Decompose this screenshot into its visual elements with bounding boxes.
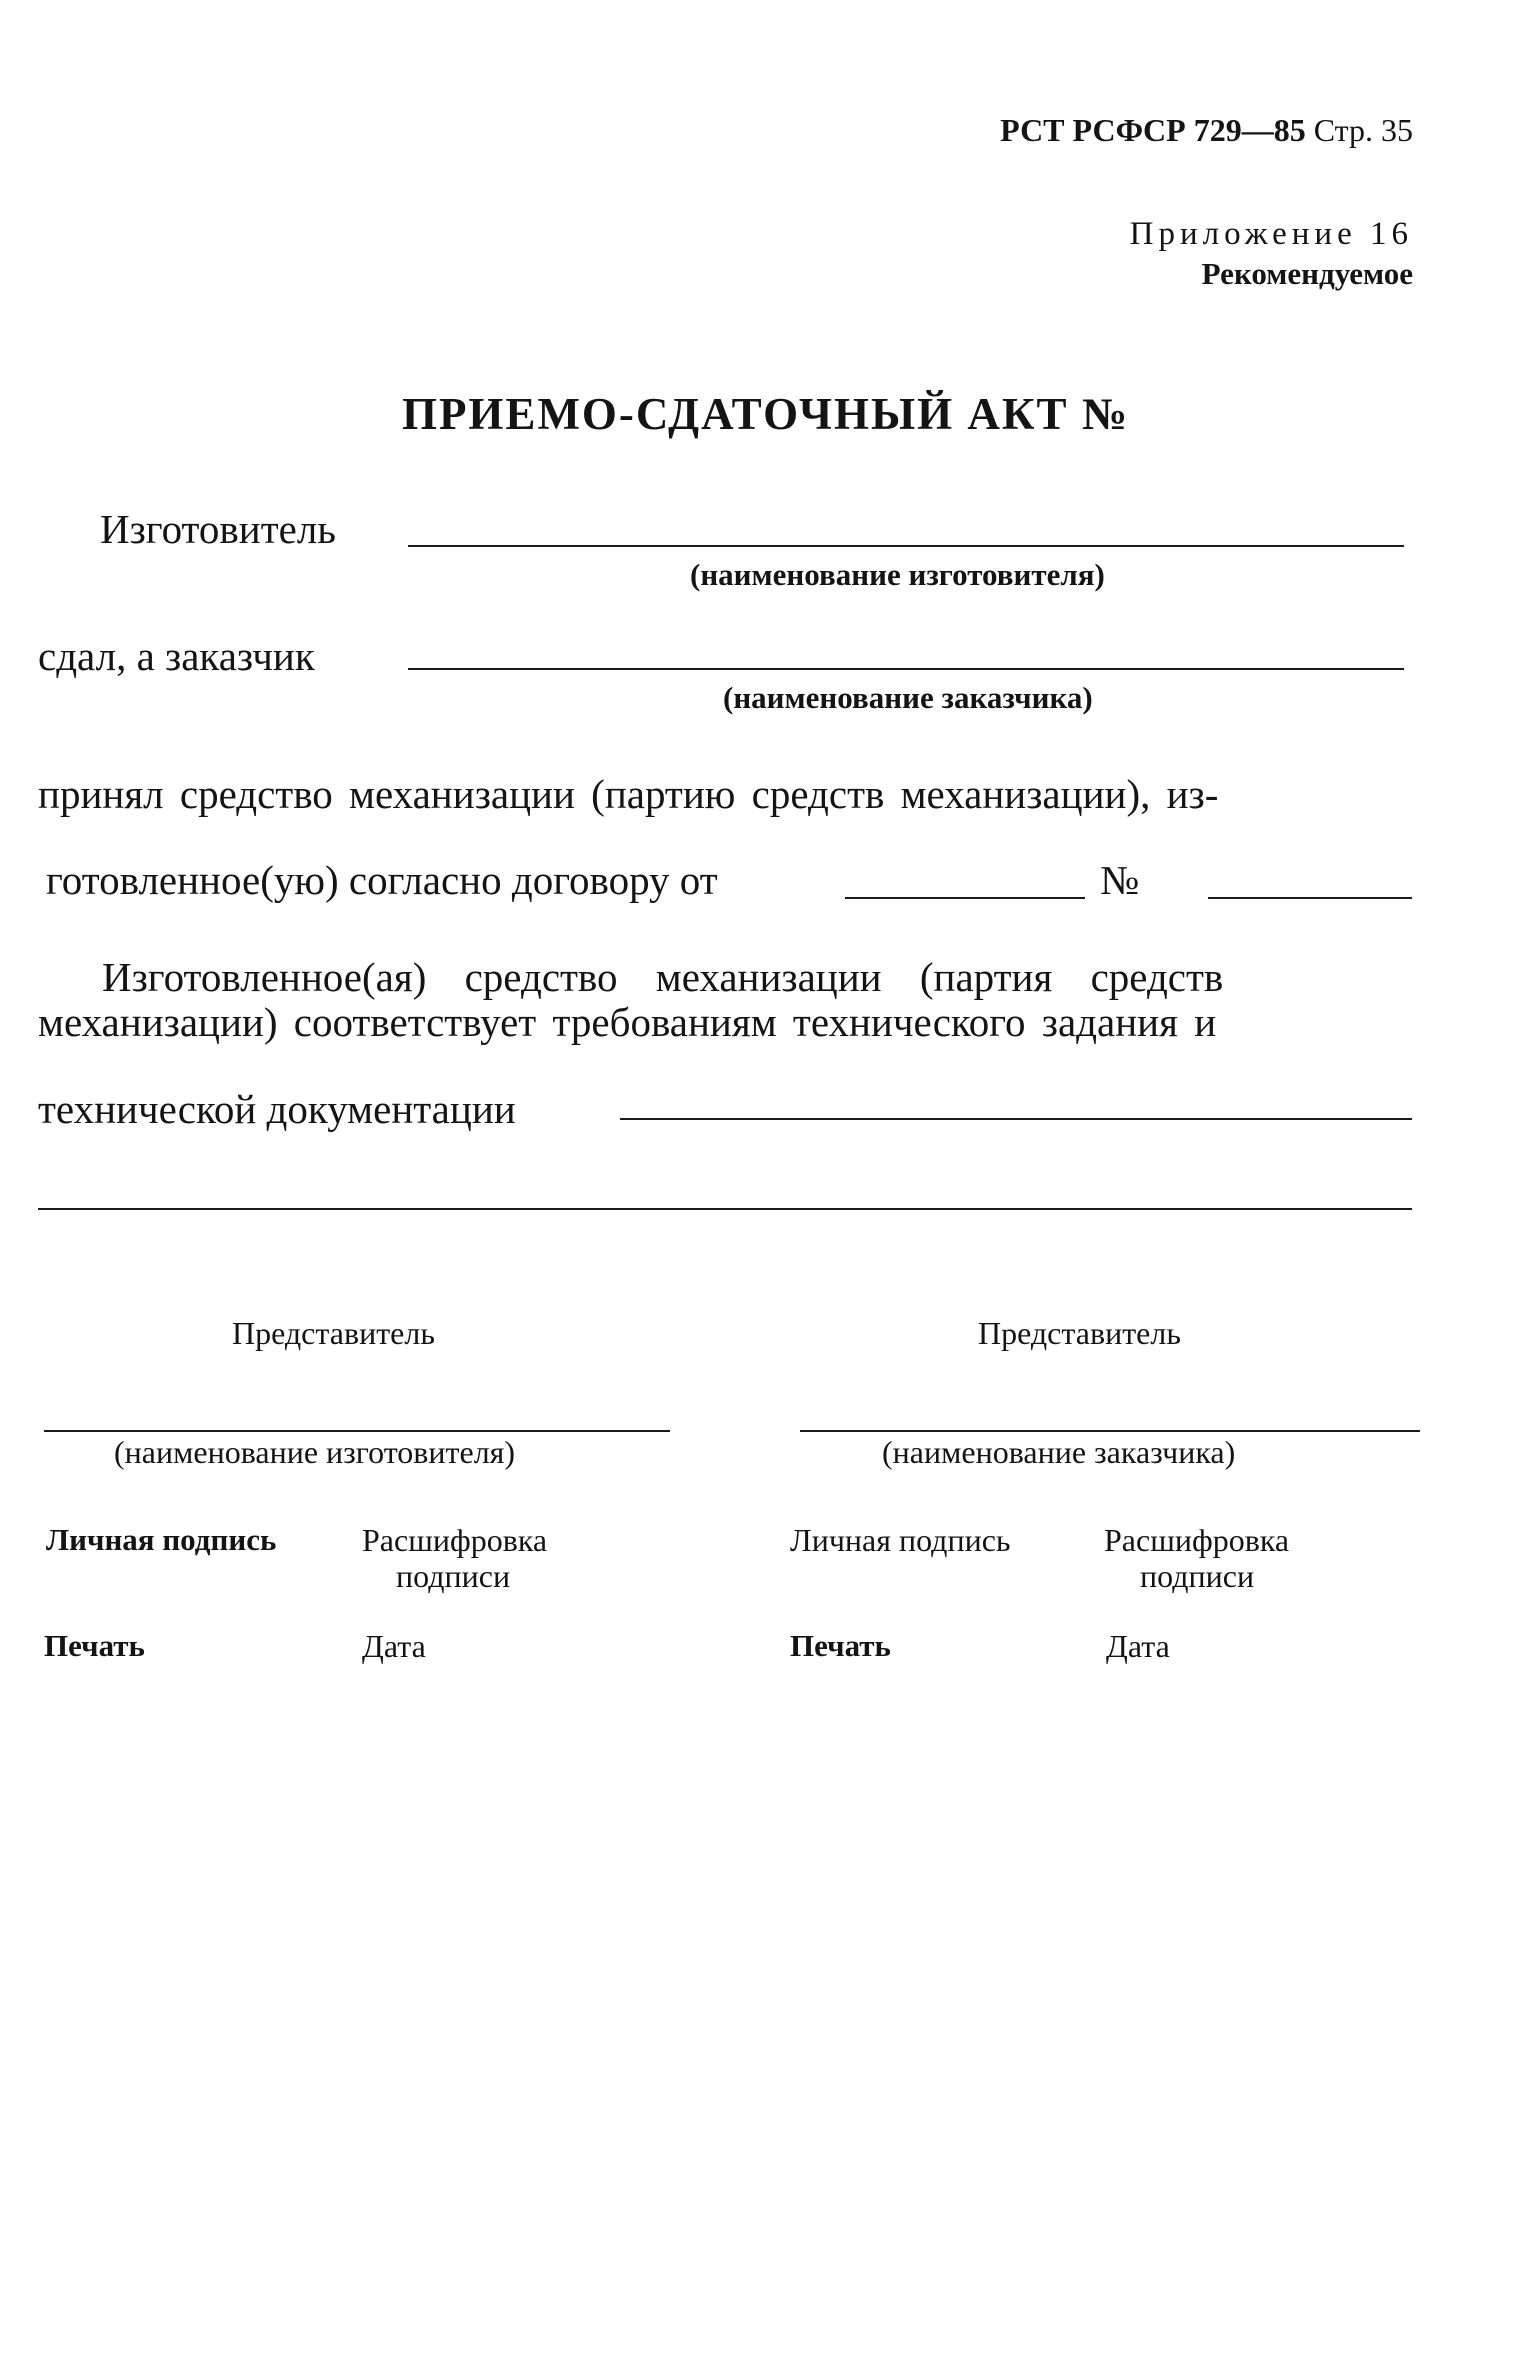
right-decode-label: Расшифровка: [1104, 1522, 1290, 1558]
right-stamp: Печать: [790, 1628, 891, 1663]
contract-date-line: [845, 897, 1085, 899]
right-name-caption: (наименование заказчика): [882, 1434, 1236, 1470]
left-decode-label: Расшифровка: [362, 1522, 548, 1558]
customer-field-line: [408, 668, 1404, 670]
right-date: Дата: [1106, 1628, 1170, 1664]
manufacturer-label: Изготовитель: [100, 506, 337, 552]
left-personal-signature: Личная подпись: [46, 1522, 277, 1557]
compliance-line-1: Изготовленное(ая) средство механизации (партия средств: [102, 954, 1224, 1000]
contract-text: готовленное(ую) согласно договору от: [46, 857, 718, 903]
standard-code: РСТ РСФСР 729—85: [1000, 112, 1306, 148]
document-title: ПРИЕМО-СДАТОЧНЫЙ АКТ №: [401, 389, 1130, 439]
annex-label: Приложение 16: [1129, 216, 1413, 252]
left-representative-heading: Представитель: [232, 1315, 435, 1351]
right-personal-signature: Личная подпись: [790, 1522, 1011, 1558]
compliance-line-2: механизации) соответствует требованиям технического задания и: [38, 999, 1217, 1045]
page-number: Стр. 35: [1313, 112, 1413, 148]
customer-caption: (наименование заказчика): [723, 680, 1093, 715]
tech-doc-field-line: [620, 1118, 1412, 1120]
annex-status: Рекомендуемое: [1201, 256, 1413, 291]
left-decode-label-2: подписи: [396, 1558, 511, 1594]
manufacturer-field-line: [408, 545, 1404, 547]
manufacturer-caption: (наименование изготовителя): [690, 557, 1105, 592]
right-representative-heading: Представитель: [978, 1315, 1181, 1351]
tech-doc-continuation-line: [38, 1208, 1412, 1210]
left-name-caption: (наименование изготовителя): [114, 1434, 516, 1470]
right-name-line: [800, 1430, 1420, 1432]
contract-number-line: [1208, 897, 1412, 899]
tech-doc-label: технической документации: [38, 1086, 516, 1132]
accepted-text: принял средство механизации (партию средств механизации), из-: [38, 771, 1219, 817]
page-header: [1000, 112, 1413, 149]
left-stamp: Печать: [44, 1628, 145, 1663]
customer-label: сдал, а заказчик: [38, 633, 315, 679]
left-date: Дата: [362, 1628, 426, 1664]
right-decode-label-2: подписи: [1140, 1558, 1255, 1594]
left-name-line: [44, 1430, 670, 1432]
number-sign: №: [1100, 857, 1140, 903]
